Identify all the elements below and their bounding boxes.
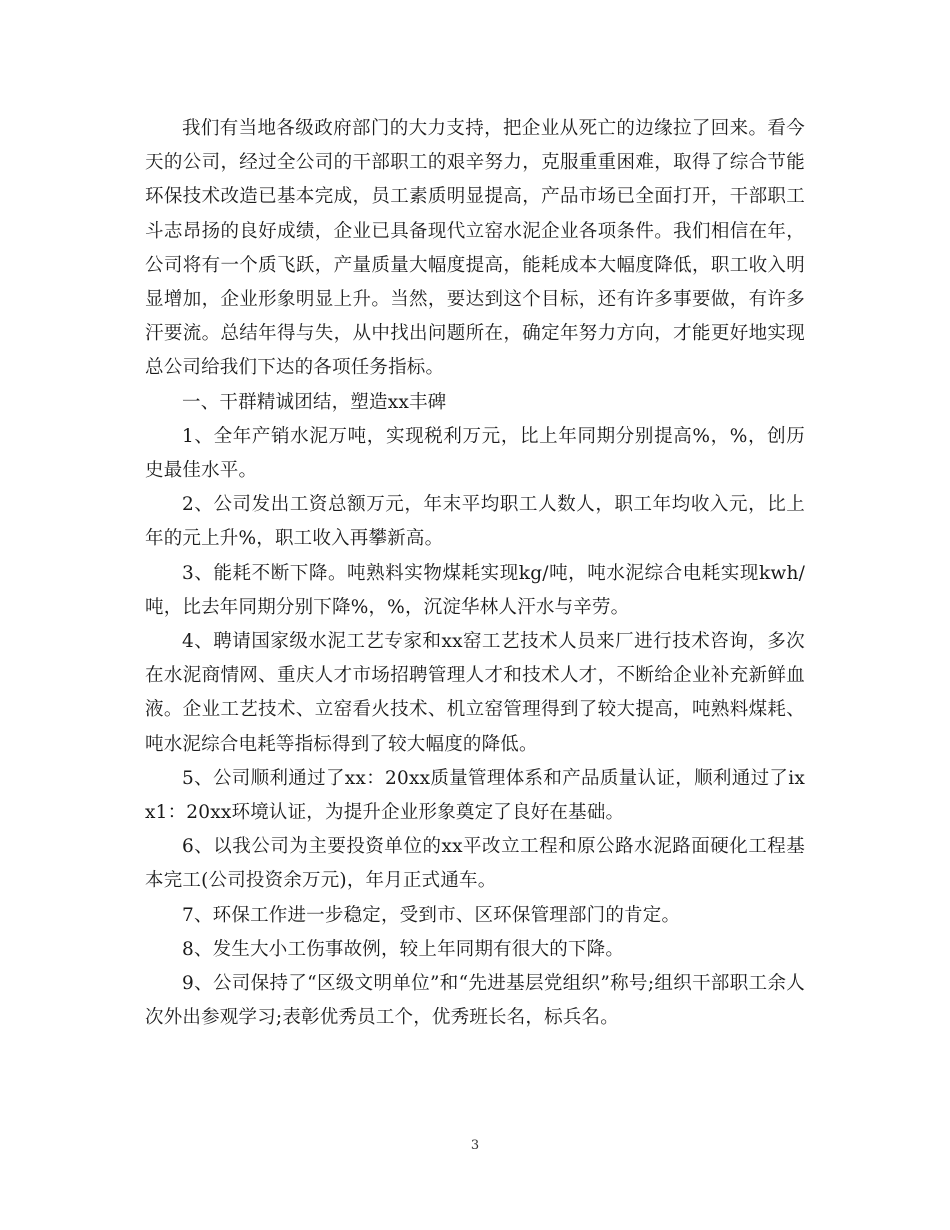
document-body [145,112,805,1035]
list-item-9: 9、公司保持了“区级文明单位”和“先进基层党组织”称号;组织干部职工余人次外出参观学习;表彰优秀员工个，优秀班长名，标兵名。 [145,973,805,1029]
section-heading: 一、干群精诚团结，塑造xx丰碑 [182,391,447,413]
list-item-5: 5、公司顺利通过了xx：20xx质量管理体系和产品质量认证，顺利通过了ixx1：20xx环境认证，为提升企业形象奠定了良好在基础。 [145,767,805,824]
page-number: 3 [470,1138,480,1153]
list-item-3: 3、能耗不断下降。吨熟料实物煤耗实现kg/吨，吨水泥综合电耗实现kwh/吨，比去年同期分别下降%，%，沉淀华林人汗水与辛劳。 [145,562,805,618]
list-item-2: 2、公司发出工资总额万元，年末平均职工人数人，职工年均收入元，比上年的元上升%，职工收入再攀新高。 [145,494,805,550]
list-item-7: 7、环保工作进一步稳定，受到市、区环保管理部门的肯定。 [182,904,681,926]
list-item-4: 4、聘请国家级水泥工艺专家和xx窑工艺技术人员来厂进行技术咨询，多次在水泥商情网、重庆人才市场招聘管理人才和技术人才，不断给企业补充新鲜血液。企业工艺技术、立窑看火技术、机立窑管理得到了较大提高，吨熟料煤耗、吨水泥综合电耗等指标得到了较大幅度的降低。 [145,631,805,755]
list-item-1: 1、全年产销水泥万吨，实现税利万元，比上年同期分别提高%，%，创历史最佳水平。 [145,425,805,482]
paragraph-intro: 我们有当地各级政府部门的大力支持，把企业从死亡的边缘拉了回来。看今天的公司，经过全公司的干部职工的艰辛努力，克服重重困难，取得了综合节能环保技术改造已基本完成，员工素质明显提高，产品市场已全面打开，干部职工斗志昂扬的良好成绩，企业已具备现代立窑水泥企业各项条件。我们相信在年，公司将有一个质飞跃，产量质量大幅度提高，能耗成本大幅度降低，职工收入明显增加，企业形象明显上升。当然，要达到这个目标，还有许多事要做，有许多汗要流。总结年得与失，从中找出问题所在，确定年努力方向，才能更好地实现总公司给我们下达的各项任务指标。 [145,118,805,379]
list-item-6: 6、以我公司为主要投资单位的xx平改立工程和原公路水泥路面硬化工程基本完工(公司投资余万元)，年月正式通车。 [145,836,805,892]
list-item-8: 8、发生大小工伤事故例，较上年同期有很大的下降。 [182,938,625,960]
